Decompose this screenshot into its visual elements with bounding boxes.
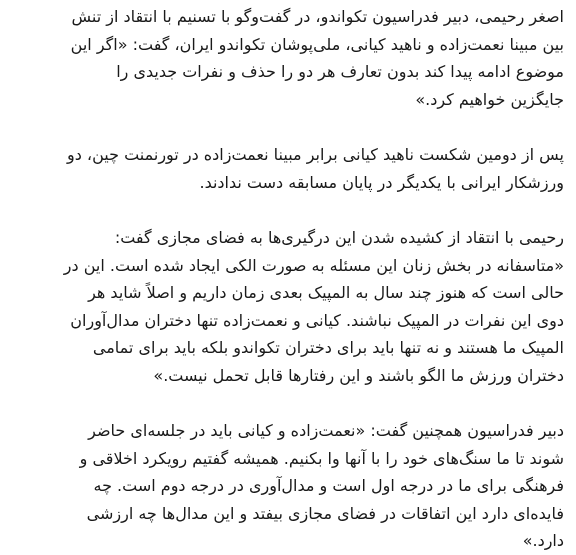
paragraph-4-line-3: فرهنگی برای ما در درجه اول است و مدال‌آوری در درجه دوم است. چه (93, 476, 564, 495)
paragraph-3-line-5: المپیک ما هستند و نه تنها باید برای دختران تکواندو بلکه باید برای تمامی (92, 338, 564, 357)
paragraph-3-line-2: «متاسفانه در بخش زنان این مسئله به صورت الکی ایجاد شده است. این در (63, 255, 564, 275)
paragraph-4-line-1: دبیر فدراسیون همچنین گفت: «نعمت‌زاده و کیانی باید در جلسه‌ای حاضر (88, 421, 564, 440)
paragraph-spacer (8, 196, 564, 224)
paragraph-4-line-4: فایده‌ای دارد این اتفاقات در فضای مجازی بیفتد و این مدال‌ها چه ارزشی (86, 503, 564, 523)
paragraph-1-line-3: موضوع ادامه پیدا کند بدون تعارف هر دو را حذف و نفرات جدیدی را (116, 62, 564, 81)
paragraph-spacer (8, 389, 564, 417)
paragraph-3-line-6: دختران ورزش ما الگو باشند و این رفتارها قابل تحمل نیست.» (153, 365, 564, 385)
paragraph-1-line-1: اصغر رحیمی، دبیر فدراسیون تکواندو، در گفت‌وگو با تسنیم با انتقاد از تنش (71, 7, 564, 26)
paragraph-3-line-3: حالی است که هنوز چند سال به المپیک بعدی زمان داریم و اصلاً شاید هر (88, 283, 564, 302)
paragraph-2-line-1: پس از دومین شکست ناهید کیانی برابر مبینا نعمت‌زاده در تورنمنت چین، دو (66, 145, 564, 164)
paragraph-3-line-1: رحیمی با انتقاد از کشیده شدن این درگیری‌ها به فضای مجازی گفت: (114, 228, 564, 247)
paragraph-3-line-4: دوی این نفرات در المپیک نباشند. کیانی و نعمت‌زاده تنها دختران مدال‌آوران (70, 310, 564, 330)
paragraph-spacer (8, 113, 564, 141)
paragraph-4-line-5: دارد.» (522, 531, 564, 550)
paragraph-2 (8, 141, 564, 196)
paragraph-1 (8, 3, 564, 113)
paragraph-1-line-2: بین مبینا نعمت‌زاده و ناهید کیانی، ملی‌پوشان تکواندو ایران، گفت: «اگر این (70, 34, 564, 54)
paragraph-2-line-2: ورزشکار ایرانی با یکدیگر در پایان مسابقه دست ندادند. (199, 172, 564, 192)
paragraph-4 (8, 417, 564, 555)
paragraph-1-line-4: جایگزین خواهیم کرد.» (415, 89, 564, 109)
paragraph-3 (8, 224, 564, 389)
paragraph-4-line-2: شوند تا ما سنگ‌های خود را با آنها وا بکنیم. همیشه گفتیم رویکرد اخلاقی و (79, 448, 564, 468)
